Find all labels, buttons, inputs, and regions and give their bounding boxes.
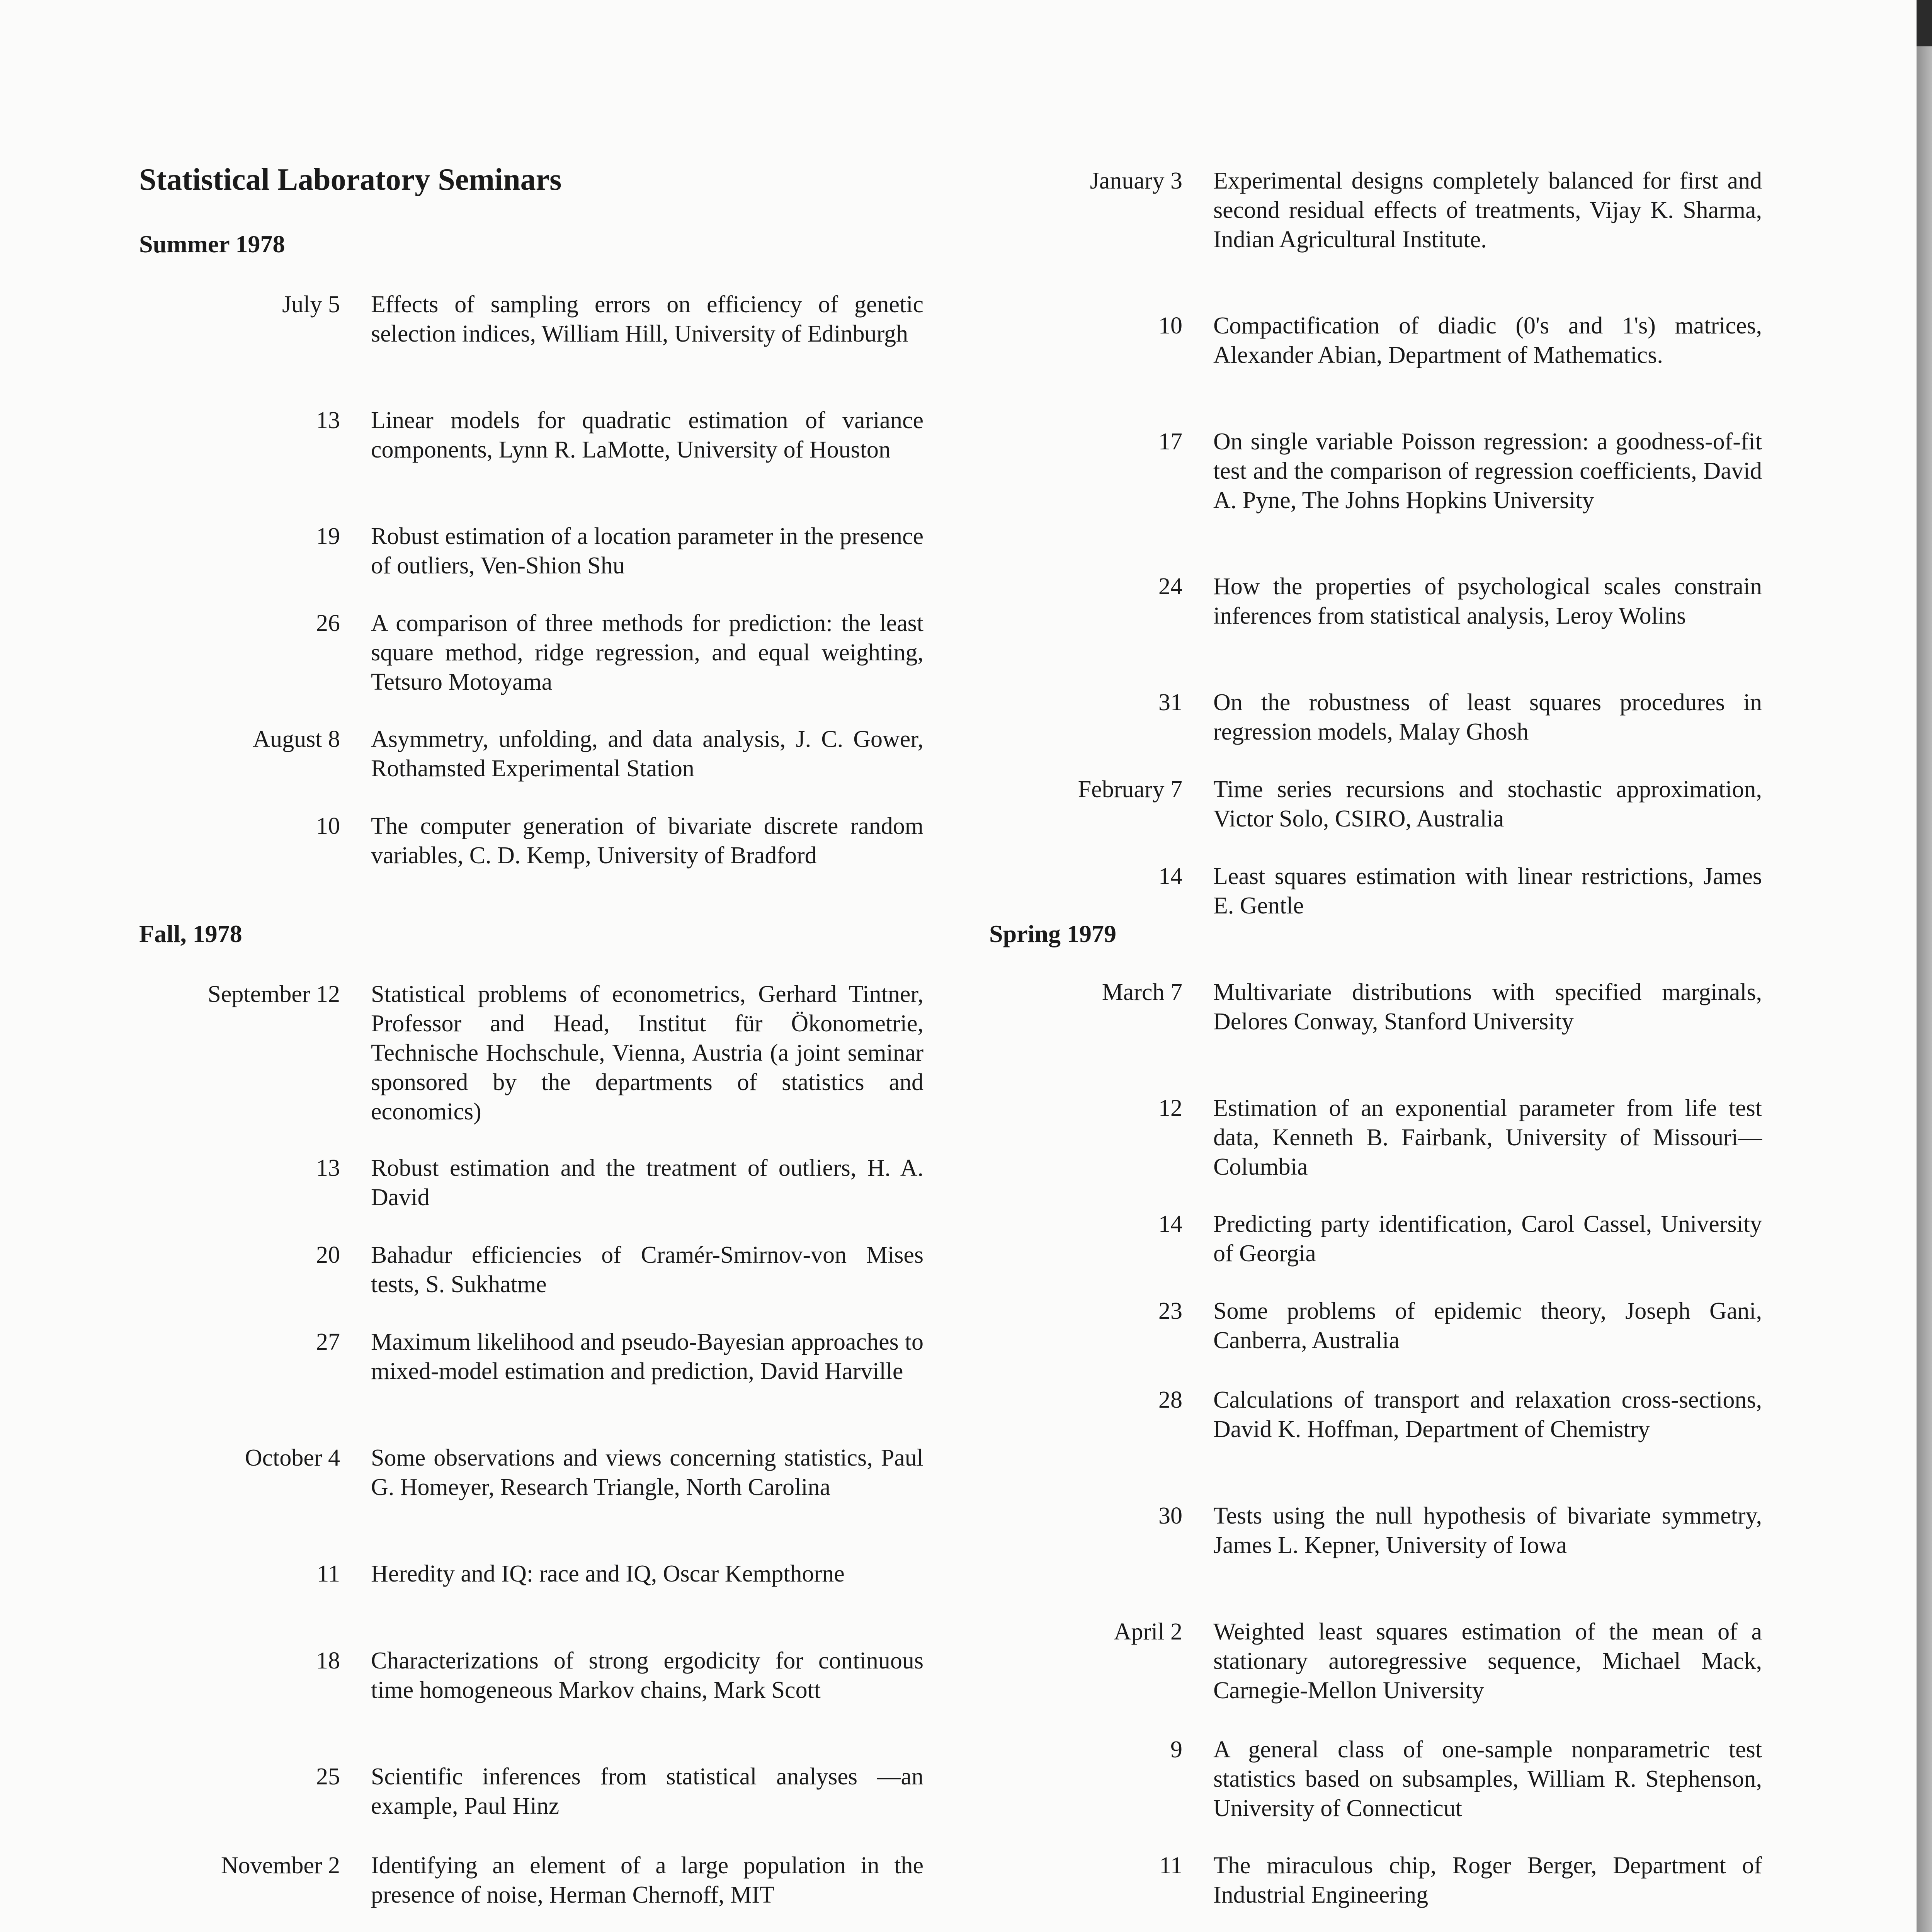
seminar-description: On the robustness of least squares procedures in regression models, Malay Ghosh (1213, 689, 1762, 745)
seminar-description: How the properties of psychological scales constrain inferences from statistical analysis, Leroy Wolins (1213, 573, 1762, 629)
page-edge-shadow (1917, 0, 1932, 1932)
seminar-description: Effects of sampling errors on efficiency of genetic selection indices, William Hill, University of Edinburgh (371, 291, 923, 347)
seminar-date: 23 (1158, 1298, 1182, 1324)
seminar-date: 19 (316, 523, 340, 549)
seminar-description: On single variable Poisson regression: a goodness-of-fit test and the comparison of regression coefficients, David A. Pyne, The Johns Hopkins University (1213, 429, 1762, 514)
seminar-date: November 2 (221, 1852, 340, 1879)
seminar-description: Some problems of epidemic theory, Joseph Gani, Canberra, Australia (1213, 1298, 1762, 1354)
seminar-date: 12 (1158, 1095, 1182, 1121)
seminar-description: The miraculous chip, Roger Berger, Department of Industrial Engineering (1213, 1852, 1762, 1908)
seminar-description: Characterizations of strong ergodicity for continuous time homogeneous Markov chains, Mark Scott (371, 1648, 923, 1703)
seminar-description: Identifying an element of a large population in the presence of noise, Herman Chernoff, MIT (371, 1852, 923, 1908)
seminar-date: 27 (316, 1329, 340, 1355)
seminar-date: 13 (316, 1155, 340, 1181)
seminar-description: Least squares estimation with linear restrictions, James E. Gentle (1213, 863, 1762, 919)
seminar-description: Heredity and IQ: race and IQ, Oscar Kempthorne (371, 1561, 845, 1587)
seminar-description: Bahadur efficiencies of Cramér-Smirnov-von Mises tests, S. Sukhatme (371, 1242, 923, 1298)
seminar-date: October 4 (245, 1445, 340, 1471)
seminar-description: Statistical problems of econometrics, Gerhard Tintner, Professor and Head, Institut für Ökonometrie, Technische Hochschule, Vienna, Austria (a joint seminar sponsored by the departments of statistics and economics) (371, 981, 923, 1125)
seminar-description: The computer generation of bivariate discrete random variables, C. D. Kemp, University of Bradford (371, 813, 923, 869)
seminar-description: Predicting party identification, Carol Cassel, University of Georgia (1213, 1211, 1762, 1267)
seminar-description: Estimation of an exponential parameter from life test data, Kenneth B. Fairbank, University of Missouri—Columbia (1213, 1095, 1762, 1180)
seminar-date: 26 (316, 610, 340, 636)
seminar-date: 20 (316, 1242, 340, 1268)
scan-corner (1917, 0, 1932, 46)
season-heading-fall-1978: Fall, 1978 (139, 920, 242, 947)
seminar-date: 13 (316, 407, 340, 434)
seminar-description: Asymmetry, unfolding, and data analysis, J. C. Gower, Rothamsted Experimental Station (371, 726, 923, 782)
seminar-date: March 7 (1102, 979, 1182, 1005)
seminar-date: February 7 (1078, 776, 1182, 803)
seminar-date: 14 (1158, 1211, 1182, 1237)
seminar-description: Tests using the null hypothesis of bivariate symmetry, James L. Kepner, University of Iowa (1213, 1503, 1762, 1558)
seminar-description: Robust estimation and the treatment of outliers, H. A. David (371, 1155, 923, 1211)
page-title: Statistical Laboratory Seminars (139, 163, 562, 197)
season-heading-spring-1979: Spring 1979 (989, 920, 1116, 947)
seminar-description: A general class of one-sample nonparametric test statistics based on subsamples, William R. Stephenson, University of Connecticut (1213, 1736, 1762, 1821)
seminar-date: January 3 (1090, 168, 1182, 194)
seminar-date: August 8 (253, 726, 340, 752)
seminar-date: April 2 (1114, 1619, 1182, 1645)
seminar-date: 14 (1158, 863, 1182, 889)
season-heading-summer-1978: Summer 1978 (139, 230, 285, 258)
seminar-date: 28 (1158, 1387, 1182, 1413)
seminar-date: July 5 (282, 291, 340, 318)
seminar-date: 30 (1158, 1503, 1182, 1529)
seminar-description: Multivariate distributions with specified marginals, Delores Conway, Stanford University (1213, 979, 1762, 1035)
seminar-description: Some observations and views concerning statistics, Paul G. Homeyer, Research Triangle, North Carolina (371, 1445, 923, 1500)
seminar-date: 18 (316, 1648, 340, 1674)
seminar-description: Compactification of diadic (0's and 1's) matrices, Alexander Abian, Department of Mathematics. (1213, 313, 1762, 368)
seminar-date: 11 (317, 1561, 340, 1587)
seminar-description: Experimental designs completely balanced for first and second residual effects of treatments, Vijay K. Sharma, Indian Agricultural Institute. (1213, 168, 1762, 253)
seminar-description: Weighted least squares estimation of the mean of a stationary autoregressive sequence, Michael Mack, Carnegie-Mellon University (1213, 1619, 1762, 1704)
seminar-description: A comparison of three methods for prediction: the least square method, ridge regression, and equal weighting, Tetsuro Motoyama (371, 610, 923, 695)
seminar-date: 24 (1158, 573, 1182, 600)
seminar-date: September 12 (207, 981, 340, 1007)
seminar-description: Linear models for quadratic estimation of variance components, Lynn R. LaMotte, University of Houston (371, 407, 923, 463)
seminar-description: Calculations of transport and relaxation cross-sections, David K. Hoffman, Department of Chemistry (1213, 1387, 1762, 1442)
seminar-date: 10 (1158, 313, 1182, 339)
seminar-date: 25 (316, 1764, 340, 1790)
seminar-date: 31 (1158, 689, 1182, 716)
seminar-date: 9 (1170, 1736, 1182, 1763)
seminar-date: 11 (1159, 1852, 1182, 1879)
seminar-description: Robust estimation of a location parameter in the presence of outliers, Ven-Shion Shu (371, 523, 923, 579)
seminar-description: Time series recursions and stochastic approximation, Victor Solo, CSIRO, Australia (1213, 776, 1762, 832)
seminar-date: 17 (1158, 429, 1182, 455)
seminar-description: Maximum likelihood and pseudo-Bayesian approaches to mixed-model estimation and prediction, David Harville (371, 1329, 923, 1384)
seminar-date: 10 (316, 813, 340, 839)
seminar-description: Scientific inferences from statistical analyses —an example, Paul Hinz (371, 1764, 923, 1819)
